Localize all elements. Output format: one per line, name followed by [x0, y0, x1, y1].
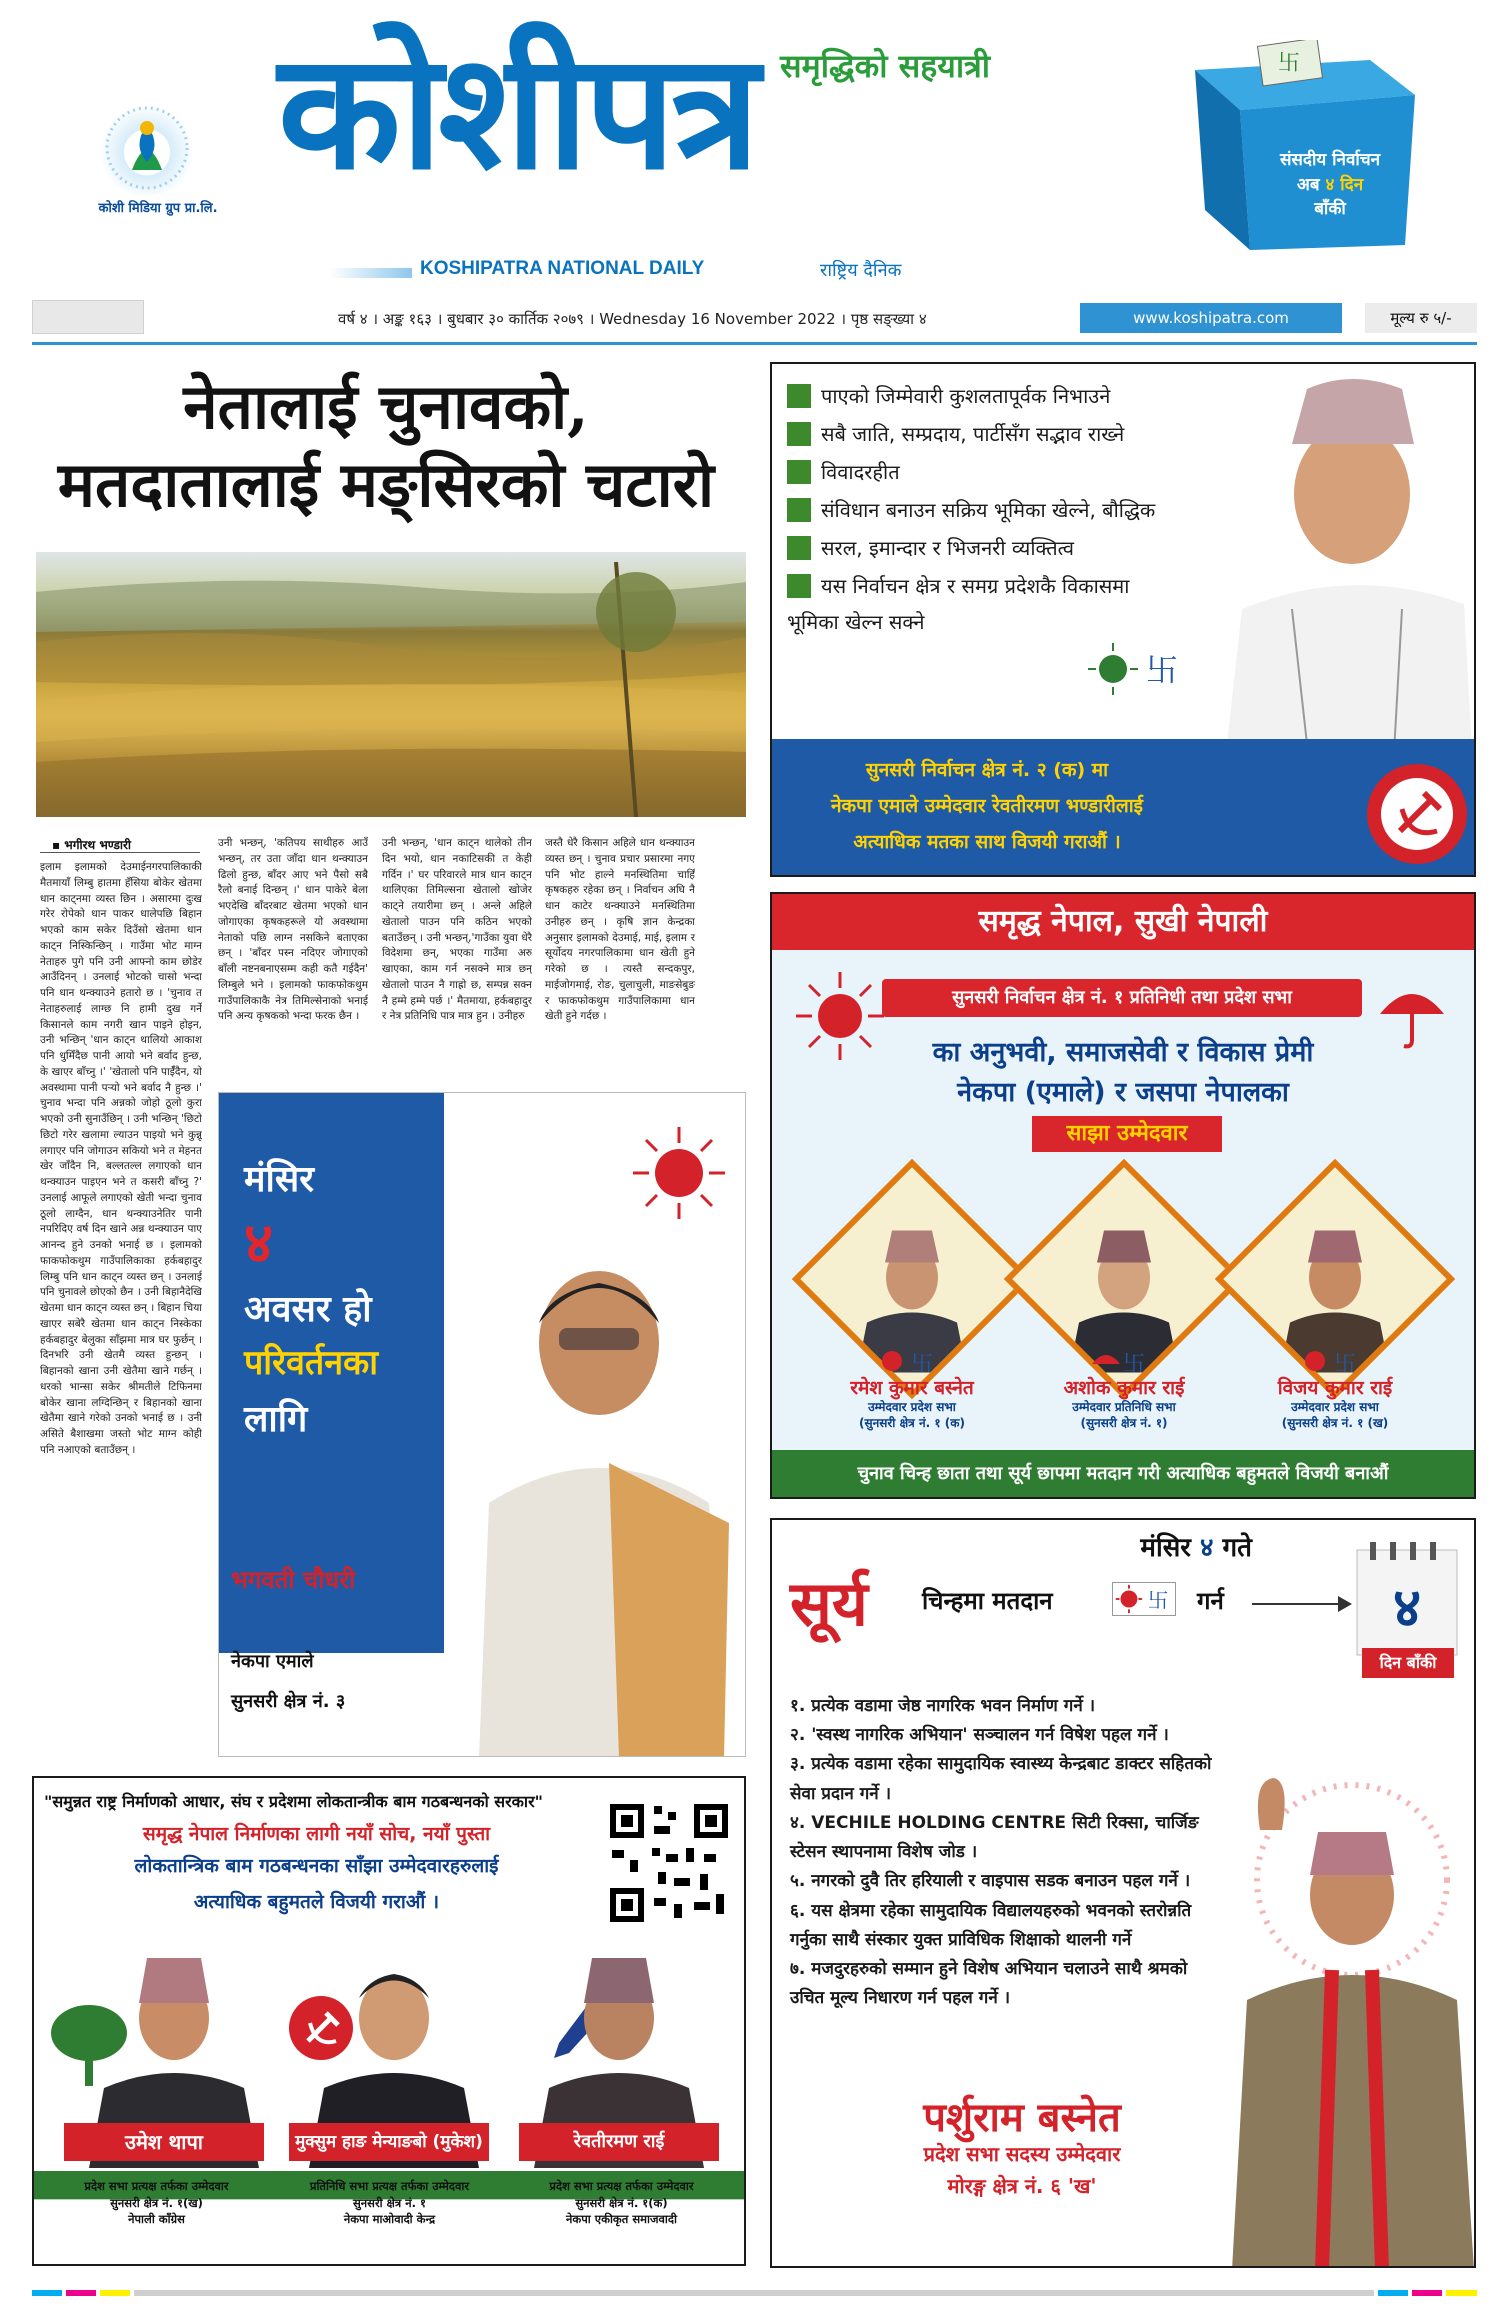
article-column-4: जस्तै धेरै किसान अहिले धान थन्क्याउन व्यस्त छन् । चुनाव प्रचार प्रसारमा नगए पनि भोट हाल्ने मनस्थितिमा चाहिँ कृषकहरु रहेका छन् । निर्वाचन अघि नै धान काटेर थन्क्याउने मनस्थितिमा उनीहरु छन् । कृषि ज्ञान केन्द्रका अनुसार इलामको देउमाई, माई, इलाम र सूर्योदय नगरपालिकामा धान खेती हुने गरेको छ । त्यस्तै सन्दकपुर, माईजोगमाई, रोङ, चुलाचुली, माङसेबुङ र फाकफोकथुम गाउँपालिकामा धान खेती हुने गर्दछ । — [545, 837, 695, 1023]
ad-samriddha — [770, 892, 1476, 1499]
hammer-sickle-icon — [1362, 759, 1472, 869]
promise-item: ४. VECHILE HOLDING CENTRE सिटी रिक्सा, चार्जिङ स्टेसन स्थापनामा विशेष जोड । — [790, 1812, 1199, 1863]
point-text: यस निर्वाचन क्षेत्र र समग्र प्रदेशकै विकासमा — [821, 574, 1130, 598]
sun-swastik-icon — [877, 1346, 947, 1376]
constituency-text: (सुनसरी क्षेत्र नं. १) — [1080, 1416, 1168, 1431]
role-text: प्रतिनिधि सभा प्रत्यक्ष तर्फका उम्मेदवार — [309, 2179, 470, 2193]
constituency-text: सुनसरी क्षेत्र नं. १(क) — [575, 2195, 668, 2210]
countdown-prefix: अब — [1296, 174, 1326, 195]
english-name: KOSHIPATRA NATIONAL DAILY — [420, 258, 705, 279]
role-text: उम्मेदवार प्रदेश सभा — [868, 1400, 956, 1414]
daily-label: राष्ट्रिय दैनिक — [820, 260, 902, 281]
umbrella-swastik-icon — [1089, 1346, 1159, 1376]
lead-headline — [36, 368, 736, 523]
countdown-line2 — [1240, 173, 1420, 198]
ad-slogan-3: लागि — [244, 1399, 308, 1440]
bullet-icon — [787, 460, 811, 484]
constituency-text: सुनसरी क्षेत्र नं. १(ख) — [110, 2195, 203, 2210]
candidate-name: भगवती चौधरी — [231, 1566, 356, 1594]
candidate-portrait — [449, 1233, 746, 1757]
publisher-logo-icon — [92, 100, 202, 195]
candidate-constituency: मोरङ्ग क्षेत्र नं. ६ 'ख' — [947, 2174, 1097, 2198]
promise-item: ५. नगरको दुवै तिर हरियाली र वाइपास सडक बनाउन पहल गर्ने । — [790, 1871, 1191, 1892]
candidate-details — [44, 2178, 269, 2228]
ad-bhagwati — [218, 1092, 746, 1757]
promise-item: ३. प्रत्येक वडामा रहेका सामुदायिक स्वास्थ्य केन्द्रबाट डाक्टर सहितको सेवा प्रदान गर्ने । — [790, 1754, 1212, 1804]
role-text: प्रदेश सभा प्रत्यक्ष तर्फका उम्मेदवार — [84, 2179, 229, 2193]
svg-text:卐: 卐 — [911, 1352, 934, 1376]
party-text: नेकपा एकीकृत समाजवादी — [566, 2212, 677, 2227]
print-color-bar — [32, 2290, 1477, 2296]
candidate-name: रमेश कुमार बस्नेत — [850, 1377, 974, 1399]
constituency-text: (सुनसरी क्षेत्र नं. १ (क) — [859, 1416, 965, 1431]
role-text: प्रदेश सभा प्रत्यक्ष तर्फका उम्मेदवार — [549, 2179, 694, 2193]
ad-day-number: ४ — [244, 1211, 274, 1276]
candidate-party: नेकपा एमाले — [231, 1651, 314, 1672]
candidate-role — [802, 1399, 1022, 1431]
candidate-name: पर्शुराम बस्नेत — [923, 2095, 1121, 2141]
promise-item: १. प्रत्येक वडामा जेष्ठ नागरिक भवन निर्माण गर्ने । — [790, 1696, 1096, 1716]
ad-point — [787, 534, 1074, 561]
bullet-icon — [787, 574, 811, 598]
promise-item: ६. यस क्षेत्रमा रहेका सामुदायिक विद्यालयहरुको भवनको स्तरोन्नति गर्नुका साथै संस्कार युक्त प्राविधिक शिक्षाको थालनी गर्ने — [790, 1900, 1192, 1950]
svg-text:卐: 卐 — [1146, 651, 1179, 689]
calendar-days-left: दिन बाँकी — [1362, 1648, 1454, 1678]
terrace-field-image — [36, 552, 746, 817]
qr-code-icon[interactable] — [604, 1798, 734, 1928]
date-number: ४ — [1199, 1533, 1214, 1563]
band-line1: सुनसरी निर्वाचन क्षेत्र नं. २ (क) मा — [865, 759, 1109, 781]
point-text: पाएको जिम्मेवारी कुशलतापूर्वक निभाउने — [821, 384, 1111, 408]
ad-slogan-2: परिवर्तनका — [244, 1343, 379, 1383]
candidate-role — [1014, 1399, 1234, 1431]
title-rule — [330, 268, 412, 278]
article-column-2: उनी भन्छन्, 'कतिपय साथीहरु आउँ भन्छन्, तर उता जाँदा धान थन्क्याउन ढिलो हुन्छ, बाँदर आए भने पैसो सबै रैलो बनाई दिन्छन् ।' धान पाकेरे बेला भएदेखि बाँदरबाट खेतमा भएको धान जोगाएका कृषकहरूले यो अवस्थामा नेताको पछि लाग्न नसकिने बताएका छन् । 'बाँदर पस्न नदिएर जोगाएको बाँली नष्टनबनाएसम्म कही कतै गईदैन' लिम्बुले भने । इलामको फाकफोकथुम गाउँपालिकाकै नेत्र तिमिल्सेनाको भनाई पनि अन्य कृषकको भन्दा फरक छैन । — [218, 837, 368, 1023]
ad-month: मंसिर — [244, 1159, 314, 1200]
candidate-details — [509, 2178, 734, 2228]
publisher-name: कोशी मिडिया ग्रुप प्रा.लि. — [98, 201, 218, 216]
promise-item: ७. मजदुरहरुको सम्मान हुने विशेष अभियान चलाउने साथै श्रमको उचित मूल्य निधारण गर्न पहल गर्ने । — [790, 1959, 1188, 2009]
sun-swastik-icon — [1112, 1582, 1176, 1616]
ad-alliance — [32, 1776, 746, 2266]
candidate-name: विजय कुमार राई — [1277, 1377, 1393, 1399]
point-text: सरल, इमान्दार र भिजनरी व्यक्तित्व — [821, 536, 1075, 560]
ad-point — [787, 382, 1110, 409]
ad-revati — [770, 362, 1476, 877]
bullet-icon — [787, 498, 811, 522]
edition-box — [32, 300, 144, 334]
svg-text:卐: 卐 — [1147, 1588, 1169, 1613]
candidate-name: अशोक कुमार राई — [1063, 1377, 1185, 1399]
svg-text:卐: 卐 — [1278, 51, 1301, 76]
svg-text:卐: 卐 — [1123, 1352, 1146, 1376]
sun-symbol-icon — [629, 1123, 729, 1223]
lead-photo — [36, 552, 746, 817]
ad-line1: समृद्ध नेपाल निर्माणका लागी नयाँ सोच, नयाँ पुस्ता — [142, 1823, 491, 1845]
ad-line3: अत्याधिक बहुमतले विजयी गराऔं । — [193, 1891, 440, 1913]
headline-line1: नेतालाई चुनावको, — [183, 370, 589, 443]
promise-list — [790, 1692, 1220, 2014]
promise-item: २. 'स्वस्थ नागरिक अभियान' सञ्चालन गर्न विषेश पहल गर्ने । — [790, 1725, 1169, 1746]
candidate-role — [1225, 1399, 1445, 1431]
ad-point — [787, 458, 900, 485]
header-divider — [32, 342, 1477, 345]
ad-footer: चुनाव चिन्ह छाता तथा सूर्य छापमा मतदान गरी अत्याधिक बहुमतले विजयी बनाऔं — [772, 1450, 1474, 1497]
surya-label: सूर्य — [790, 1567, 868, 1640]
bullet-icon — [787, 536, 811, 560]
ad-point — [787, 420, 1124, 447]
band-line2: नेकपा एमाले उम्मेदवार रेवतीरमण भण्डारीलाई — [830, 795, 1144, 817]
ad-quote: "समुन्नत राष्ट्र निर्माणको आधार, संघ र प्रदेशमा लोकतान्त्रीक बाम गठबन्धनको सरकार" — [44, 1792, 543, 1811]
byline-rule — [40, 852, 200, 853]
point-text: सबै जाति, सम्प्रदाय, पार्टीसँग सद्भाव राख्ने — [821, 422, 1125, 446]
countdown-days: ४ दिन — [1325, 174, 1364, 195]
candidate-role: प्रतिनिधिसभा उम्मेदवार — [231, 1604, 356, 1622]
election-countdown — [1240, 148, 1420, 222]
ad-date-line — [772, 1528, 1252, 1564]
dateline: वर्ष ४ । अङ्क १६३ । बुधबार ३० कार्तिक २०७९ । Wednesday 16 November 2022 । पृष्ठ सङ्ख्या ४ — [338, 310, 927, 328]
date-suffix: गते — [1213, 1533, 1252, 1563]
article-column-3: उनी भन्छन्, 'धान काट्न थालेको तीन दिन भयो, धान नकाटिसकी त केही गर्दिन ।' घर परिवारले मात्र धान काट्न थालिएका तिमिल्सना खेतालो खोजेर काट्ने तयारीमा छन् । अन्ले अहिले खेतालो पाउन पनि कठिन भएको बताउँछन् । उनी भन्छन्,'गाउँका युवा धेरै विदेशमा छन्, भएका गाउँमा अरु खाएका, काम गर्न नसक्ने मात्र छन् खेतालो पाउन नै गाह्रो छ, सम्पन्न सक्न नै हम्मे हम्मे पर्छ ।' मैतमाया, हर्कबहादुर र नेत्र प्रतिनिधि पात्र मात्र हुन । उनीहरु — [382, 837, 532, 1023]
ad-line1: का अनुभवी, समाजसेवी र विकास प्रेमी — [932, 1037, 1314, 1068]
countdown-line1: संसदीय निर्वाचन — [1279, 150, 1381, 170]
ad-line2: लोकतान्त्रिक बाम गठबन्धनका साँझा उम्मेदवारहरुलाई — [134, 1855, 499, 1877]
candidate-details — [277, 2178, 502, 2228]
bullet-icon — [787, 384, 811, 408]
ad-point-tail: भूमिका खेल्न सक्ने — [787, 610, 925, 634]
band-line3: अत्याधिक मतका साथ विजयी गराऔं । — [853, 831, 1121, 853]
article-column-1: इलाम इलामकाे देउमाईनगरपालिकाकी मैतमायाँ लिम्बु हातमा हँसिया बोकेर खेतमा धान काट्नमा व्यस्त छिन । असारमा दुःख गरेर रोपेको धान पाकर धालेपछि बिहान भएको काम सकेर दिउँसो खेतमा धान काट्न निस्किन्छिन् । गाउँमा भोट माग्न नेताहरु पुगे पनि उनी आफ्नो काम छोडेर आउँदिनन् । उनलाई भोटको चासो भन्दा पनि धान थन्क्याउने हतारो छ । 'चुनाव त नेताहरुलाई लाग्छ नि हामी दुख गर्ने किसानले काम नगरी खान पाइने होइन, उनी भन्छिन् 'धान काट्न थालियो आकाश पनि धुमिँदैछ पानी आयो भने बर्वाद हुन्छ, के खाएर बाँच्नु ।' 'खेतालाे पनि पाईँदैन, यो अवस्थामा पानी पर्‍यो भने बर्वाद नै हुन्छ ।' चुनाव भन्दा पनि अन्नको जोहो ठूलो कुरा भएको उनी सुनाउँछिन् । उनी भन्छिन् 'छिटो छिटो गरेर खलामा ल्याउन पाइयो भने कुन्नू लगाएर पनि जोगाउन सकियो भने त मेहनत खेर जाँदैन नि, बल्लतल्ल लगाएको धान थन्क्याउन पाइएन भने त कसरी बाँच्नु ?' उनलाई आफूले लगाएको खेती भन्दा चुनाव ठूलो लाग्दैन, धान थन्क्याउनेतिर पानी नपरिदिए वर्ष दिन खाने अन्न थन्क्याउन पाए आनन्द हुने उनको भनाई छ । इलामको फाकफोकथुम गाउँपालिकाका हर्कबहादुर लिम्बु पनि धान काट्न व्यस्त छन् । उनलाई पनि चुनावले छोएको छैन । उनी बिहानैदेखि खेतमा धान काट्न व्यस्त छन् । बिहान चिया खाएर सबेरै खेतमा धान काट्न निस्केका हर्कबहादुर बेलुका साँझमा मात्र घर फुर्छन् । दिनभरि उनी खेतमै व्यस्त हुन्छन् । बिहानको खाना उनी खेतैमा खाने गर्छन् । धरको भान्सा सकेर श्रीमतीले टिफिनमा बोकेर खाना लग्दिन्छिन् र बिहानको खाना खेतैमा खाने गरेको उनको भनाई छ । उनी असिते बैशाखमा जस्तो भोट माग्न कोही पनि नआएको बताउँछन् । — [40, 861, 202, 1456]
tagline: समृद्धिको सहयात्री — [780, 47, 991, 85]
website-link[interactable]: www.koshipatra.com — [1080, 303, 1342, 333]
author-byline: ▪ भगीरथ भण्डारी — [52, 838, 132, 852]
sun-swastik-icon — [1300, 1346, 1370, 1376]
arrow-right-icon — [1252, 1592, 1352, 1616]
publisher-logo — [92, 100, 202, 195]
date-prefix: मंसिर — [1140, 1533, 1200, 1563]
newspaper-title: कोशीपत्र — [278, 18, 756, 205]
common-candidate-label: साझा उम्मेदवार — [1032, 1116, 1222, 1152]
ad-header: समृद्ध नेपाल, सुखी नेपाली — [772, 894, 1474, 950]
price-label: मूल्य रु ५/- — [1365, 303, 1477, 333]
ad-point — [787, 572, 1129, 599]
headline-line2: मतदातालाई मङ्सिरको चटारो — [57, 447, 715, 521]
candidate-portrait — [1212, 1770, 1474, 2268]
ad-line2: नेकपा (एमाले) र जसपा नेपालका — [957, 1077, 1289, 1108]
candidate-role: प्रदेश सभा सदस्य उम्मेदवार — [923, 2142, 1121, 2166]
calendar-number: ४ — [1392, 1576, 1422, 1639]
candidate-name: रेवतीरमण राई — [519, 2123, 719, 2161]
vote-text: चिन्हमा मतदान — [922, 1587, 1053, 1615]
ad-parshuram — [770, 1518, 1476, 2268]
role-text: उम्मेदवार प्रदेश सभा — [1291, 1400, 1379, 1414]
election-symbol-icon — [1088, 639, 1188, 699]
vote-suffix: गर्न — [1197, 1587, 1224, 1615]
bullet-icon — [787, 422, 811, 446]
candidate-name: मुक्सुम हाङ मेन्याङबो (मुकेश) — [289, 2123, 489, 2161]
ad-slogan-1: अवसर हो — [244, 1289, 372, 1330]
ad-subheader: सुनसरी निर्वाचन क्षेत्र नं. १ प्रतिनिधी तथा प्रदेश सभा — [882, 979, 1362, 1017]
svg-text:卐: 卐 — [1334, 1352, 1357, 1376]
candidate-name: उमेश थापा — [64, 2123, 264, 2161]
point-text: विवादरहीत — [821, 460, 900, 484]
candidate-portrait — [1202, 364, 1474, 789]
point-text: संविधान बनाउन सक्रिय भूमिका खेल्ने, बौद्धिक — [821, 498, 1156, 522]
constituency-text: सुनसरी क्षेत्र नं. १ — [353, 2195, 426, 2210]
ad-point — [787, 496, 1155, 523]
constituency-text: (सुनसरी क्षेत्र नं. १ (ख) — [1281, 1416, 1389, 1431]
party-text: नेपाली काँग्रेस — [128, 2212, 185, 2227]
countdown-line3: बाँकी — [1314, 199, 1346, 220]
party-text: नेकपा माओवादी केन्द्र — [343, 2212, 436, 2227]
role-text: उम्मेदवार प्रतिनिधि सभा — [1072, 1400, 1176, 1414]
candidate-constituency: सुनसरी क्षेत्र नं. ३ — [231, 1691, 346, 1712]
